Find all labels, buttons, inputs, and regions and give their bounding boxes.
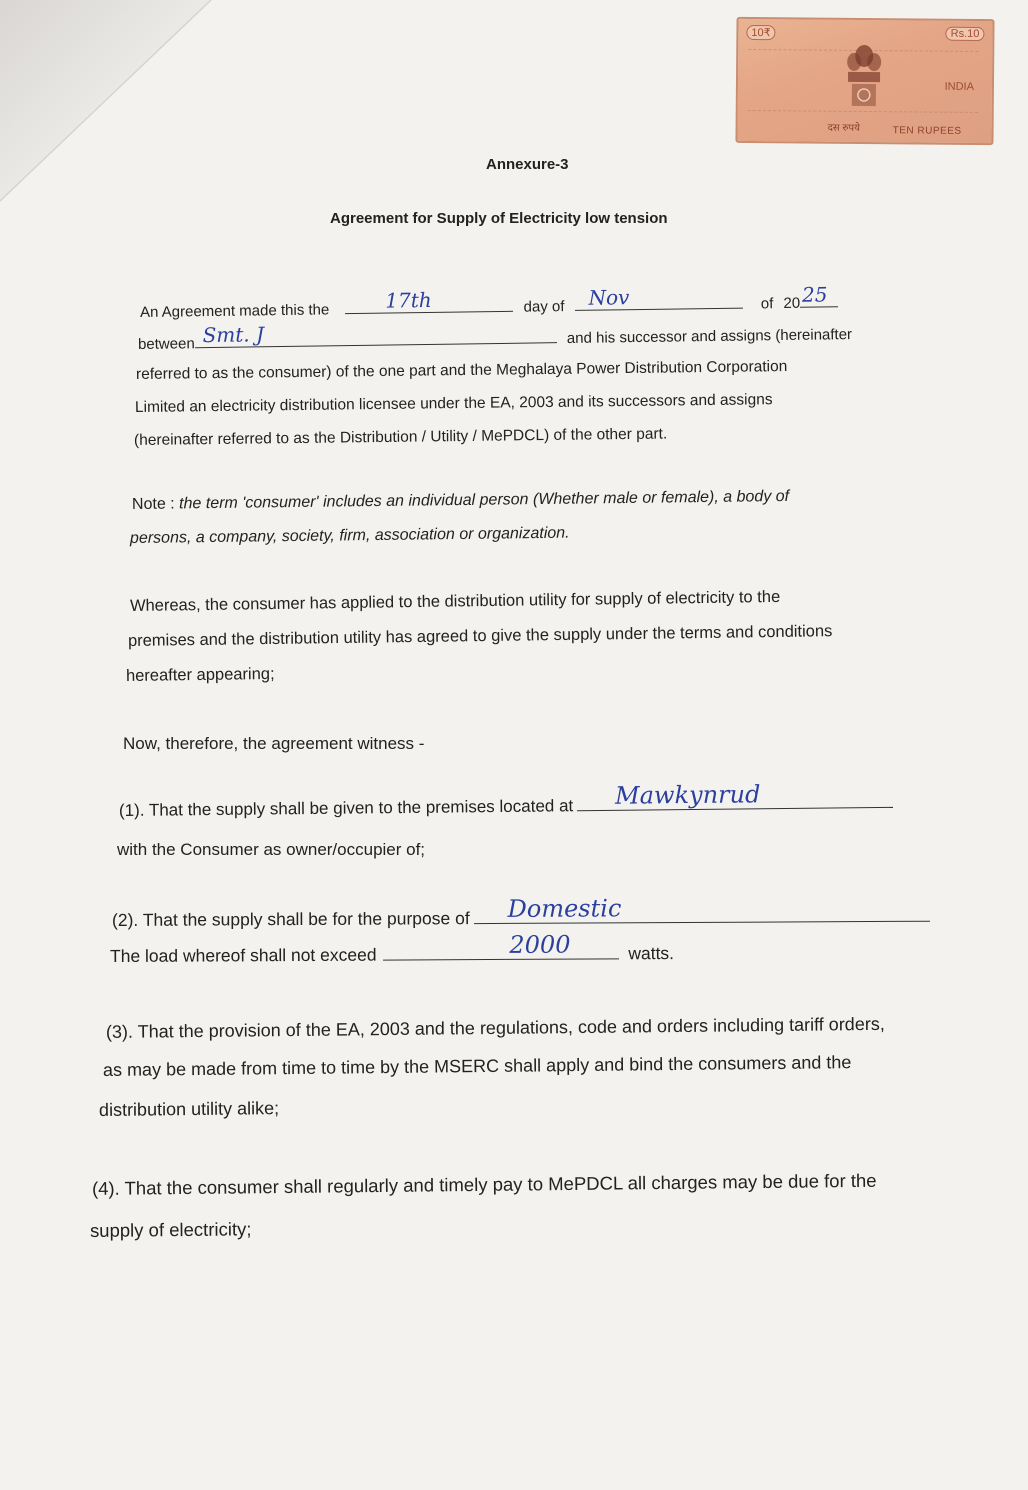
month-value: Nov (588, 285, 630, 310)
day-field[interactable] (345, 287, 513, 314)
made-label: An Agreement made this the (139, 301, 330, 321)
page-curl (0, 0, 210, 200)
clause-1-text: (1). That the supply shall be given to the premises located at (118, 796, 574, 820)
load-unit: watts. (628, 943, 675, 964)
page-title: Agreement for Supply of Electricity low tension (330, 210, 668, 227)
day-label: day of (523, 298, 565, 316)
annexure-label: Annexure-3 (486, 156, 569, 173)
stamp-rupees-hindi: दस रुपये (827, 122, 860, 134)
stamp-country: INDIA (944, 80, 975, 93)
note-line-1 (132, 488, 789, 514)
witness-line: Now, therefore, the agreement witness - (123, 734, 425, 753)
clause-3-line-3: distribution utility alike; (98, 1098, 280, 1120)
year-value: 25 (801, 282, 828, 307)
between-field[interactable] (195, 322, 557, 348)
of-label: of (760, 295, 774, 313)
clause-3-line-2: as may be made from time to time by the MSERC shall apply and bind the consumers and the (102, 1052, 852, 1080)
purpose-field[interactable] (474, 894, 930, 924)
between-label: between (137, 335, 195, 353)
load-field[interactable] (383, 930, 619, 960)
clause-4-line-2: supply of electricity; (89, 1218, 252, 1241)
clause-3-line-1: (3). That the provision of the EA, 2003 and the regulations, code and orders including tariff orders, (105, 1013, 885, 1042)
load-label: The load whereof shall not exceed (109, 944, 377, 966)
day-value: 17th (385, 287, 432, 313)
clause-1-line-1 (118, 780, 893, 821)
clause-4-line-1: (4). That the consumer shall regularly and timely pay to MePDCL all charges may be due for the (91, 1169, 877, 1199)
clause-2-line-2 (109, 930, 675, 967)
clause-1-line-2: with the Consumer as owner/occupier of; (117, 840, 426, 859)
year-field[interactable] (800, 282, 838, 308)
month-field[interactable] (574, 285, 742, 311)
between-value: Smt. J (202, 322, 265, 348)
intro-line-4: Limited an electricity distribution licensee under the EA, 2003 and its successors and assigns (134, 391, 773, 416)
stamp-rupees-english: TEN RUPEES (892, 125, 962, 137)
clause-2-text: (2). That the supply shall be for the purpose of (111, 908, 470, 930)
intro-line-1 (139, 282, 838, 321)
revenue-stamp (735, 17, 994, 145)
whereas-line-2: premises and the distribution utility has agreed to give the supply under the terms and conditions (127, 622, 833, 650)
intro-line-3: referred to as the consumer) of the one part and the Meghalaya Power Distribution Corporation (135, 358, 788, 383)
stamp-value-left: 10₹ (746, 25, 775, 40)
purpose-value: Domestic (507, 894, 622, 923)
note-label: Note : (131, 495, 175, 513)
intro-line-5: (hereinafter referred to as the Distribution / Utility / MePDCL) of the other part. (133, 425, 668, 449)
note-text-1: the term 'consumer' includes an individual person (Whether male or female), a body of (179, 487, 790, 513)
ashoka-emblem-icon (842, 40, 887, 120)
premises-value: Mawkynrud (614, 780, 761, 810)
intro-line-2 (138, 324, 852, 353)
whereas-line-1: Whereas, the consumer has applied to the distribution utility for supply of electricity to the (129, 587, 781, 615)
whereas-line-3: hereafter appearing; (125, 664, 275, 685)
premises-field[interactable] (577, 780, 893, 811)
assigns-label: and his successor and assigns (hereinafter (566, 326, 853, 348)
load-value: 2000 (509, 930, 571, 959)
note-line-2: persons, a company, society, firm, association or organization. (129, 524, 570, 547)
clause-2-line-1 (111, 894, 930, 931)
year-prefix: 20 (783, 294, 801, 313)
stamp-value-right: Rs.10 (946, 27, 985, 41)
